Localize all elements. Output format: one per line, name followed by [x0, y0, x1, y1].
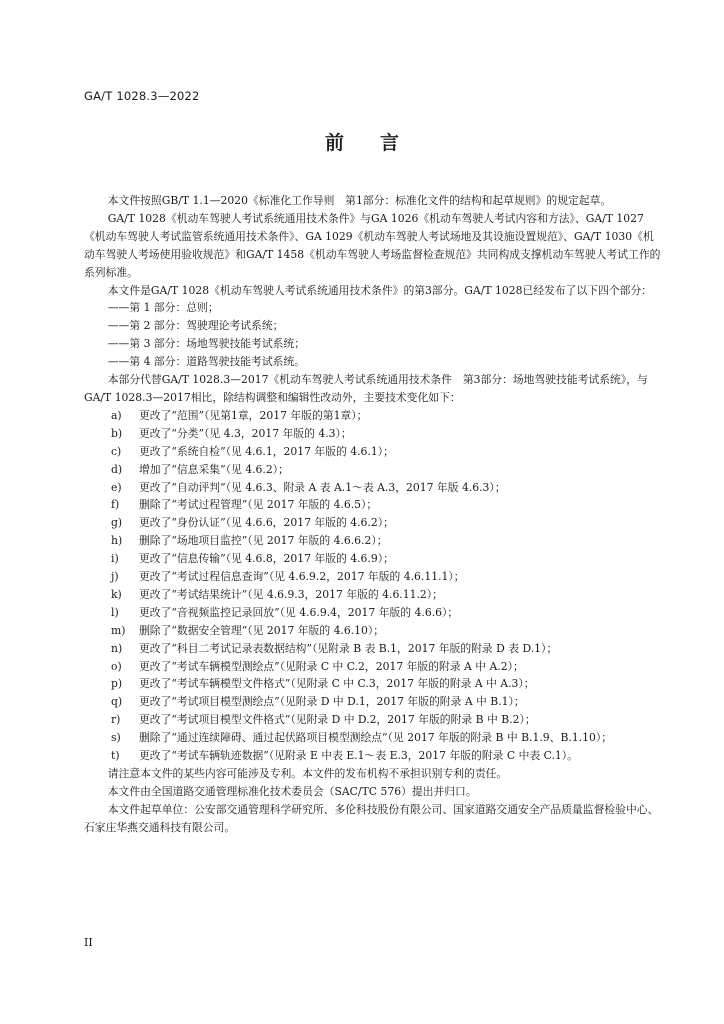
list-item-part: ——第 4 部分：道路驾驶技能考试系统。: [107, 355, 306, 369]
paragraph-replacement-note: 本部分代替GA/T 1028.3—2017《机动车驾驶人考试系统通用技术条件 第3部分：场地驾驶技能考试系统》，与GA/T 1028.3—2017相比，除结构调整和编辑性改动外，主要技术变化如下：: [84, 373, 648, 404]
change-item: [84, 550, 662, 568]
change-item: [84, 604, 662, 622]
change-item-label: g): [111, 516, 123, 530]
paragraph-related-standards: GA/T 1028《机动车驾驶人考试系统通用技术条件》与GA 1026《机动车驾驶人考试内容和方法》、GA/T 1027《机动车驾驶人考试监管系统通用技术条件》、GA 1029《机动车驾驶人考试场地及其设施设置规范》、GA/T 1030《机动车驾驶人考场使用验收规范》和GA/T 1458《机动车驾驶人考场监督检查规范》共同构成支撑机动车驾驶人考试工作的系列标准。: [84, 211, 661, 279]
change-item: [84, 586, 662, 604]
change-item: [84, 675, 662, 693]
change-item: [84, 693, 662, 711]
change-item-text: 更改了“考试过程信息查询”（见 4.6.9.2，2017 年版的 4.6.11.1）；: [139, 570, 465, 584]
change-item: [84, 496, 662, 514]
change-item-label: d): [111, 462, 123, 476]
list-item-part: ——第 1 部分：总则；: [107, 301, 219, 315]
change-item-text: 更改了“考试项目模型文件格式”（见附录 D 中 D.2，2017 年版的附录 B 中 B.2）；: [139, 713, 536, 727]
change-item-text: 更改了“考试项目模型测绘点”（见附录 D 中 D.1，2017 年版的附录 A 中 B.1）；: [139, 695, 525, 709]
page-title: 前言: [324, 132, 435, 154]
change-item-text: 更改了“科目二考试记录表数据结构”（见附录 B 表 B.1，2017 年版的附录 D 表 D.1）；: [139, 641, 558, 655]
change-item-text: 更改了“考试车辆模型文件格式”（见附录 C 中 C.3，2017 年版的附录 A 中 A.3）；: [139, 677, 535, 691]
change-item: [84, 532, 662, 550]
change-item: [84, 443, 662, 461]
change-item-text: 更改了“系统自检”（见 4.6.1，2017 年版的 4.6.1）；: [139, 444, 394, 458]
change-item-text: 删除了“考试过程管理”（见 2017 年版的 4.6.5）；: [139, 498, 378, 512]
paragraph-patent-notice: 请注意本文件的某些内容可能涉及专利。本文件的发布机构不承担识别专利的责任。: [107, 767, 508, 780]
change-item: [84, 568, 662, 586]
change-item: [84, 747, 662, 765]
change-item-label: h): [111, 534, 123, 548]
foreword-body: [84, 192, 662, 837]
change-item-label: a): [111, 408, 122, 422]
paragraph-part-intro: 本文件是GA/T 1028《机动车驾驶人考试系统通用技术条件》的第3部分。GA/T 1028已经发布了以下四个部分：: [107, 283, 653, 297]
change-item: [84, 514, 662, 532]
standard-code: GA/T 1028.3—2022: [84, 89, 200, 103]
list-item-part: ——第 3 部分：场地驾驶技能考试系统；: [107, 337, 306, 351]
change-item-text: 更改了“考试结果统计”（见 4.6.9.3，2017 年版的 4.6.11.2）；: [139, 587, 443, 601]
change-item-label: f): [111, 498, 120, 512]
change-item-label: b): [111, 426, 123, 440]
change-item-label: i): [111, 552, 119, 566]
change-item-label: q): [111, 695, 123, 709]
change-item-label: n): [111, 641, 123, 655]
change-item-label: p): [111, 677, 123, 691]
change-item-text: 删除了“通过连续障碍、通过起伏路项目模型测绘点”（见 2017 年版的附录 B 中 B.1.9、B.1.10）；: [139, 731, 613, 745]
change-item-label: m): [111, 623, 126, 637]
change-item-text: 更改了“自动评判”（见 4.6.3、附录 A 表 A.1～表 A.3，2017 年版 4.6.3）；: [139, 480, 506, 494]
change-item: [84, 407, 662, 425]
paragraph-drafting-basis: 本文件按照GB/T 1.1—2020《标准化工作导则 第1部分：标准化文件的结构和起草规则》的规定起草。: [107, 194, 612, 207]
change-item-text: 更改了“音视频监控记录回放”（见 4.6.9.4，2017 年版的 4.6.6）；: [139, 605, 459, 619]
change-item: [84, 622, 662, 640]
change-item-label: l): [111, 605, 119, 619]
change-item-text: 更改了“信息传输”（见 4.6.8，2017 年版的 4.6.9）；: [139, 552, 394, 566]
list-item-part: ——第 2 部分：驾驶理论考试系统；: [107, 319, 284, 333]
change-item: [84, 479, 662, 497]
change-item-label: e): [111, 480, 122, 494]
change-item: [84, 461, 662, 479]
change-item-text: 更改了“考试车辆轨迹数据”（见附录 E 中表 E.1～表 E.3，2017 年版的附录 C 中表 C.1）。: [139, 749, 578, 763]
change-item-text: 更改了“分类”（见 4.3，2017 年版的 4.3）；: [139, 426, 352, 440]
paragraph-drafting-organizations: 本文件起草单位：公安部交通管理科学研究所、多伦科技股份有限公司、国家道路交通安全产品质量监督检验中心、石家庄华燕交通科技有限公司。: [84, 802, 659, 834]
change-item: [84, 658, 662, 676]
change-item-label: j): [111, 570, 119, 584]
change-item-label: k): [111, 587, 122, 601]
change-item-text: 更改了“考试车辆模型测绘点”（见附录 C 中 C.2，2017 年版的附录 A 中 A.2）；: [139, 659, 524, 673]
paragraph-proposer: 本文件由全国道路交通管理标准化技术委员会（SAC/TC 576）提出并归口。: [107, 784, 477, 798]
change-item: [84, 711, 662, 729]
change-item-text: 删除了“数据安全管理”（见 2017 年版的 4.6.10）；: [139, 623, 385, 637]
change-item-label: s): [111, 731, 121, 745]
change-item-label: t): [111, 749, 120, 763]
change-item: [84, 425, 662, 443]
change-item-text: 删除了“场地项目监控”（见 2017 年版的 4.6.6.2）；: [139, 534, 388, 548]
page-number: II: [84, 936, 93, 949]
change-item: [84, 729, 662, 747]
change-item-label: c): [111, 444, 122, 458]
change-item: [84, 640, 662, 658]
change-item-label: r): [111, 713, 121, 727]
change-item-label: o): [111, 659, 122, 673]
change-item-text: 更改了“身份认证”（见 4.6.6，2017 年版的 4.6.2）；: [139, 516, 394, 530]
change-item-text: 更改了“范围”（见第1章，2017 年版的第1章）；: [139, 408, 368, 422]
change-item-text: 增加了“信息采集”（见 4.6.2）；: [139, 462, 289, 476]
